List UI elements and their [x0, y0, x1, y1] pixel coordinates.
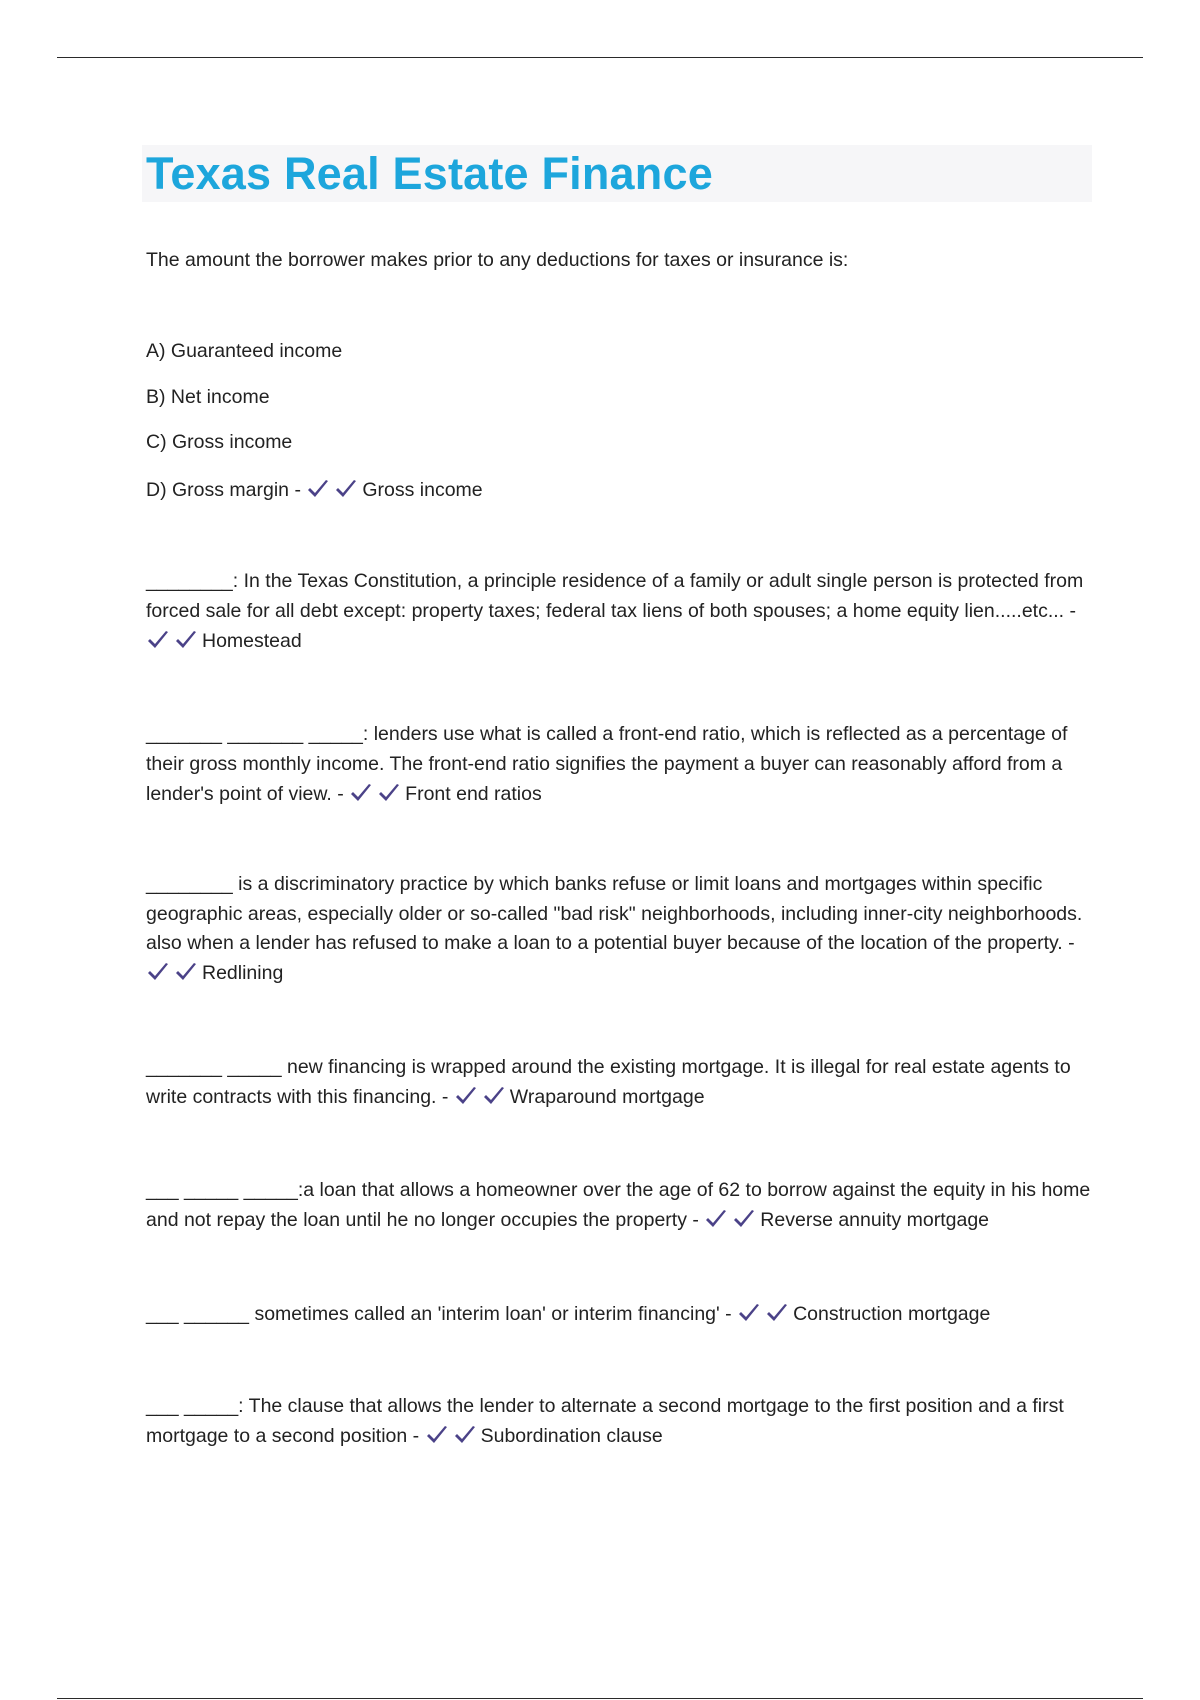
check-icon: [174, 629, 198, 651]
option-b: B) Net income: [146, 386, 270, 408]
check-icon: [453, 1424, 477, 1446]
check-icon: [765, 1302, 789, 1324]
question-reverse-annuity: [146, 1175, 1092, 1235]
question-front-end-ratios: [146, 719, 1092, 809]
question-homestead: [146, 566, 1092, 656]
question-text: ________ is a discriminatory practice by which banks refuse or limit loans and mortgages within specific geographic areas, especially older or so-called "bad risk" neighborhoods, including inner-city neighborhoods. also when a lender has refused to make a loan to a potential buyer because of the location of the property. -: [146, 873, 1083, 954]
document-title: Texas Real Estate Finance: [146, 148, 713, 199]
check-icon: [306, 478, 330, 500]
check-icon: [454, 1085, 478, 1107]
check-icon: [174, 961, 198, 983]
question-text: ________: In the Texas Constitution, a principle residence of a family or adult single person is protected from forced sale for all debt except: property taxes; federal tax liens of both spouses; a home equity lien.....etc... -: [146, 570, 1084, 622]
answer-text: Wraparound mortgage: [509, 1086, 705, 1108]
answer-checkmarks: [737, 1303, 793, 1325]
question-text: ___ ______ sometimes called an 'interim loan' or interim financing' -: [146, 1303, 732, 1325]
question-text: ___ _____ _____:a loan that allows a homeowner over the age of 62 to borrow against the equity in his home and not repay the loan until he no longer occupies the property -: [146, 1179, 1091, 1231]
question-redlining: [146, 870, 1092, 988]
check-icon: [704, 1208, 728, 1230]
check-icon: [334, 478, 358, 500]
question-text: _______ _______ _____: lenders use what is called a front-end ratio, which is reflected as a percentage of their gross monthly income. The front-end ratio signifies the payment a buyer can reasonably afford from a lender's point of view. -: [146, 723, 1068, 805]
answer-text: Gross income: [362, 479, 483, 501]
question-wraparound: [146, 1052, 1092, 1112]
check-icon: [482, 1085, 506, 1107]
check-icon: [377, 782, 401, 804]
option-c: C) Gross income: [146, 431, 293, 453]
answer-checkmarks: [349, 783, 405, 805]
answer-text: Redlining: [202, 961, 284, 984]
answer-text: Subordination clause: [480, 1425, 663, 1447]
option-d-with-answer: [146, 475, 1092, 505]
check-icon: [737, 1302, 761, 1324]
answer-text: Reverse annuity mortgage: [760, 1209, 990, 1231]
answer-checkmarks: [306, 479, 362, 501]
answer-checkmarks: [704, 1209, 760, 1231]
option-d: D) Gross margin -: [146, 479, 301, 501]
answer-checkmarks: [146, 630, 202, 652]
answer-checkmarks: [146, 962, 202, 984]
answer-text: Homestead: [202, 630, 302, 652]
bottom-rule: [57, 1698, 1143, 1699]
answer-checkmarks: [454, 1086, 510, 1108]
check-icon: [146, 961, 170, 983]
option-a: A) Guaranteed income: [146, 340, 343, 362]
question-construction: [146, 1299, 1092, 1329]
top-rule: [57, 57, 1143, 58]
answer-checkmarks: [425, 1425, 481, 1447]
question-subordination: [146, 1391, 1092, 1451]
answer-text: Construction mortgage: [793, 1303, 991, 1325]
check-icon: [732, 1208, 756, 1230]
check-icon: [146, 629, 170, 651]
question-1-text: The amount the borrower makes prior to any deductions for taxes or insurance is:: [146, 249, 849, 271]
question-text: ___ _____: The clause that allows the lender to alternate a second mortgage to the first position and a first mortgage to a second position -: [146, 1395, 1064, 1447]
check-icon: [425, 1424, 449, 1446]
check-icon: [349, 782, 373, 804]
question-text: _______ _____ new financing is wrapped around the existing mortgage. It is illegal for real estate agents to write contracts with this financing. -: [146, 1056, 1071, 1108]
answer-text: Front end ratios: [405, 783, 542, 805]
